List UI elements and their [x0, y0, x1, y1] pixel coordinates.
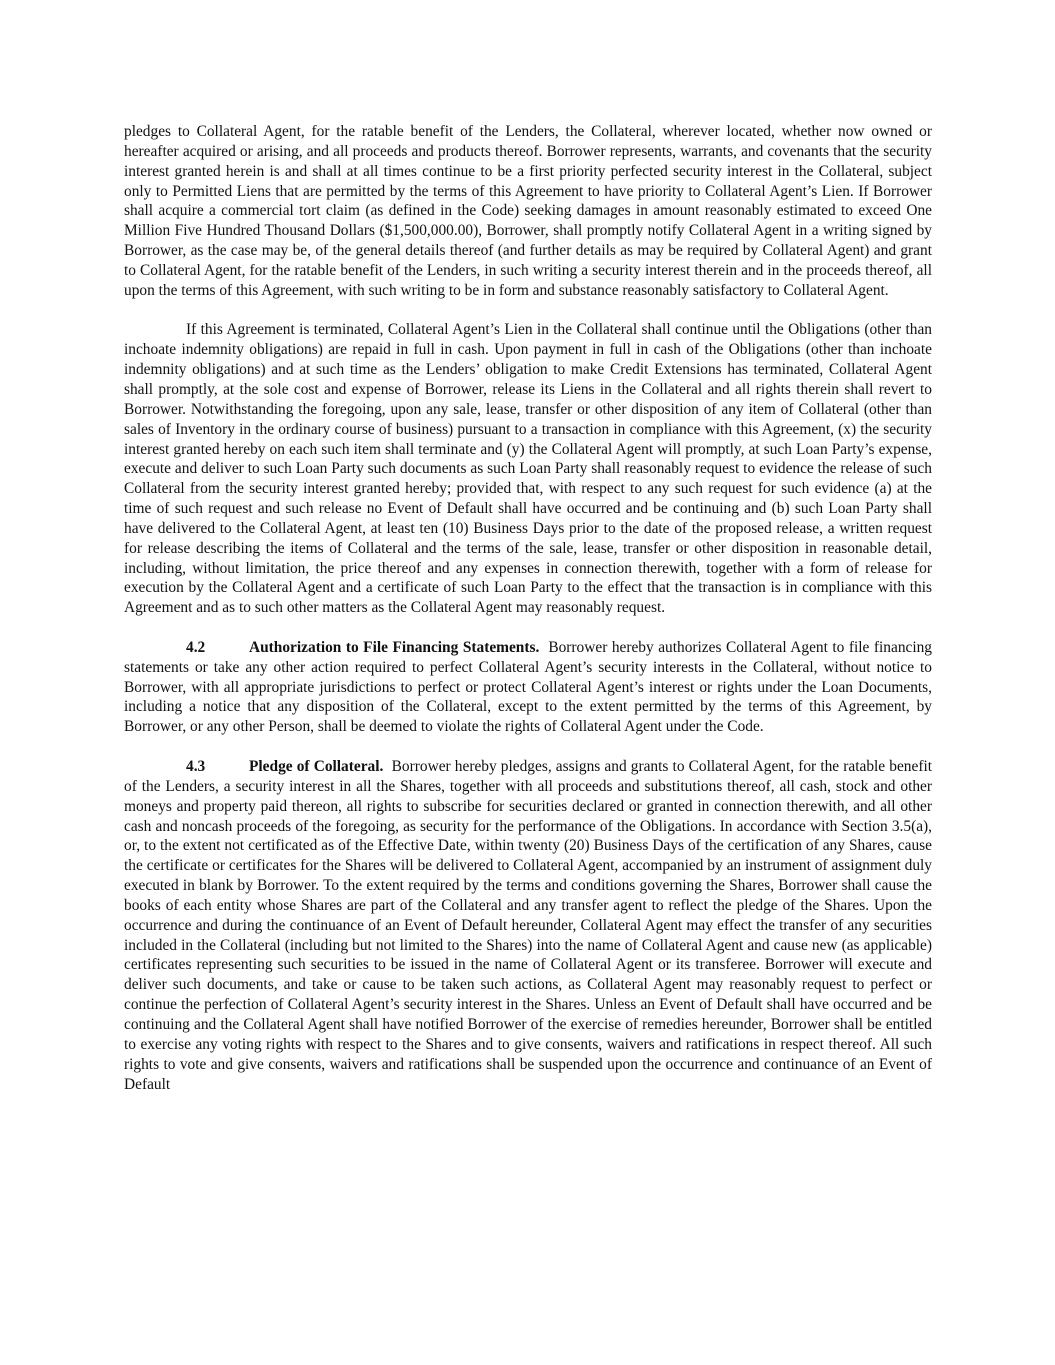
- section-4-3: [124, 757, 932, 1094]
- section-text: Borrower hereby pledges, assigns and grants to Collateral Agent, for the ratable benefit of the Lenders, a security interest in all the Shares, together with all proceeds and substitutions thereof, all cash, stock and other moneys and property paid thereon, all rights to subscribe for securities declared or granted in connection therewith, and all other cash and noncash proceeds of the foregoing, as security for the performance of the Obligations. In accordance with Section 3.5(a), or, to the extent not certificated as of the Effective Date, within twenty (20) Business Days of the certification of any Shares, cause the certificate or certificates for the Shares will be delivered to Collateral Agent, accompanied by an instrument of assignment duly executed in blank by Borrower. To the extent required by the terms and conditions governing the Shares, Borrower shall cause the books of each entity whose Shares are part of the Collateral and any transfer agent to reflect the pledge of the Shares. Upon the occurrence and during the continuance of an Event of Default hereunder, Collateral Agent may effect the transfer of any securities included in the Collateral (including but not limited to the Shares) into the name of Collateral Agent and cause new (as applicable) certificates representing such securities to be issued in the name of Collateral Agent or its transferee. Borrower will execute and deliver such documents, and take or cause to be taken such actions, as Collateral Agent may reasonably request to perfect or continue the perfection of Collateral Agent’s security interest in the Shares. Unless an Event of Default shall have occurred and be continuing and the Collateral Agent shall have notified Borrower of the exercise of remedies hereunder, Borrower shall be entitled to exercise any voting rights with respect to the Shares and to give consents, waivers and ratifications in respect thereof. All such rights to vote and give consents, waivers and ratifications shall be suspended upon the occurrence and continuance of an Event of Default: [124, 758, 933, 1093]
- paragraph-text: If this Agreement is terminated, Collateral Agent’s Lien in the Collateral shall continue until the Obligations (other than inchoate indemnity obligations) are repaid in full in cash. Upon payment in full in cash of the Obligations (other than inchoate indemnity obligations) and at such time as the Lenders’ obligation to make Credit Extensions has terminated, Collateral Agent shall promptly, at the sole cost and expense of Borrower, release its Liens in the Collateral and all rights therein shall revert to Borrower. Notwithstanding the foregoing, upon any sale, lease, transfer or other disposition of any item of Collateral (other than sales of Inventory in the ordinary course of business) pursuant to a transaction in compliance with this Agreement, (x) the security interest granted hereby on each such item shall terminate and (y) the Collateral Agent will promptly, at such Loan Party’s expense, execute and deliver to such Loan Party such documents as such Loan Party shall reasonably request to evidence the release of such Collateral from the security interest granted hereby; provided that, with respect to any such request for such evidence (a) at the time of such request and such release no Event of Default shall have occurred and be continuing and (b) such Loan Party shall have delivered to the Collateral Agent, at least ten (10) Business Days prior to the date of the proposed release, a written request for release describing the items of Collateral and the terms of the sale, lease, transfer or other disposition in reasonable detail, including, without limitation, the price thereof and any expenses in connection therewith, together with a form of release for execution by the Collateral Agent and a certificate of such Loan Party to the effect that the transaction is in compliance with this Agreement and as to such other matters as the Collateral Agent may reasonably request.: [124, 321, 932, 617]
- paragraph-agreement-termination: [124, 320, 932, 618]
- section-text: Borrower hereby authorizes Collateral Agent to file financing statements or take any other action required to perfect Collateral Agent’s security interests in the Collateral, without notice to Borrower, with all appropriate jurisdictions to perfect or protect Collateral Agent’s interest or rights under the Loan Documents, including a notice that any disposition of the Collateral, except to the extent permitted by the terms of this Agreement, by Borrower, or any other Person, shall be deemed to violate the rights of Collateral Agent under the Code.: [124, 638, 933, 736]
- section-title: Authorization to File Financing Statements.: [249, 638, 540, 656]
- document-page: [124, 122, 932, 1114]
- section-number: 4.3: [186, 758, 206, 775]
- section-number: 4.2: [186, 638, 206, 656]
- paragraph-collateral-pledge-continued: [124, 122, 932, 301]
- section-4-2: [124, 638, 932, 737]
- paragraph-text: pledges to Collateral Agent, for the ratable benefit of the Lenders, the Collateral, wherever located, whether now owned or hereafter acquired or arising, and all proceeds and products thereof. Borrower represents, warrants, and covenants that the security interest granted herein is and shall at all times continue to be a first priority perfected security interest in the Collateral, subject only to Permitted Liens that are permitted by the terms of this Agreement to have priority to Collateral Agent’s Lien. If Borrower shall acquire a commercial tort claim (as defined in the Code) seeking damages in amount reasonably estimated to exceed One Million Five Hundred Thousand Dollars ($1,500,000.00), Borrower, shall promptly notify Collateral Agent in a writing signed by Borrower, as the case may be, of the general details thereof (and further details as may be required by Collateral Agent) and grant to Collateral Agent, for the ratable benefit of the Lenders, in such writing a security interest therein and in the proceeds thereof, all upon the terms of this Agreement, with such writing to be in form and substance reasonably satisfactory to Collateral Agent.: [124, 123, 932, 299]
- section-title: Pledge of Collateral.: [249, 758, 384, 775]
